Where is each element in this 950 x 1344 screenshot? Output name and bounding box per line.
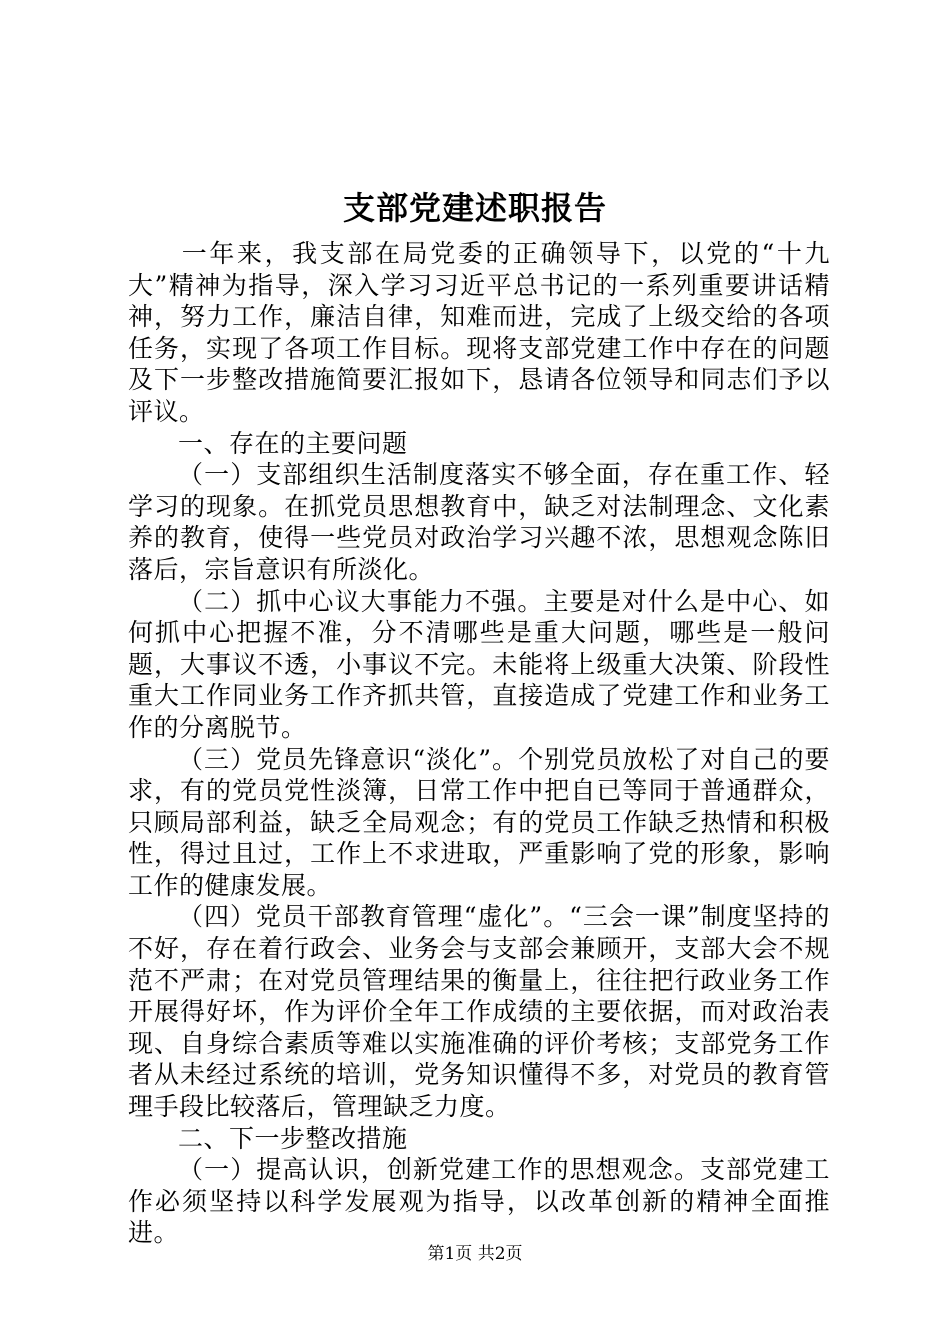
problem-paragraph-4: （四）党员干部教育管理“虚化”。“三会一课”制度坚持的不好，存在着行政会、业务会与支部会兼顾开，支部大会不规范不严肃；在对党员管理结果的衡量上，往往把行政业务工作开展得好坏，作为评价全年工作成绩的主要依据，而对政治表现、自身综合素质等难以实施准确的评价考核；支部党务工作者从未经过系统的培训，党务知识懂得不多，对党员的教育管理手段比较落后，管理缺乏力度。 <box>128 902 830 1122</box>
problem-paragraph-1: （一）支部组织生活制度落实不够全面，存在重工作、轻学习的现象。在抓党员思想教育中，缺乏对法制理念、文化素养的教育，使得一些党员对政治学习兴趣不浓，思想观念陈旧落后，宗旨意识有所淡化。 <box>128 460 830 584</box>
section-heading-measures: 二、下一步整改措施 <box>178 1123 408 1153</box>
problem-paragraph-3: （三）党员先锋意识“淡化”。个别党员放松了对自己的要求，有的党员党性淡簿，日常工作中把自已等同于普通群众，只顾局部利益，缺乏全局观念；有的党员工作缺乏热情和积极性，得过且过，工作上不求进取，严重影响了党的形象，影响工作的健康发展。 <box>128 744 830 900</box>
document-title: 支部党建述职报告 <box>342 189 607 227</box>
section-heading-problems: 一、存在的主要问题 <box>178 428 408 458</box>
problem-paragraph-2: （二）抓中心议大事能力不强。主要是对什么是中心、如何抓中心把握不准，分不清哪些是重大问题，哪些是一般问题，大事议不透，小事议不完。未能将上级重大决策、阶段性重大工作同业务工作齐抓共管，直接造成了党建工作和业务工作的分离脱节。 <box>128 586 830 742</box>
measure-paragraph-1: （一）提高认识，创新党建工作的思想观念。支部党建工作必须坚持以科学发展观为指导，以改革创新的精神全面推进。 <box>128 1155 830 1248</box>
page-footer: 第1页 共2页 <box>427 1244 523 1264</box>
document-body <box>128 238 830 1249</box>
intro-paragraph: 一年来，我支部在局党委的正确领导下，以党的“十九大”精神为指导，深入学习习近平总书记的一系列重要讲话精神，努力工作，廉洁自律，知难而进，完成了上级交给的各项任务，实现了各项工作目标。现将支部党建工作中存在的问题及下一步整改措施简要汇报如下，恳请各位领导和同志们予以评议。 <box>128 239 830 426</box>
